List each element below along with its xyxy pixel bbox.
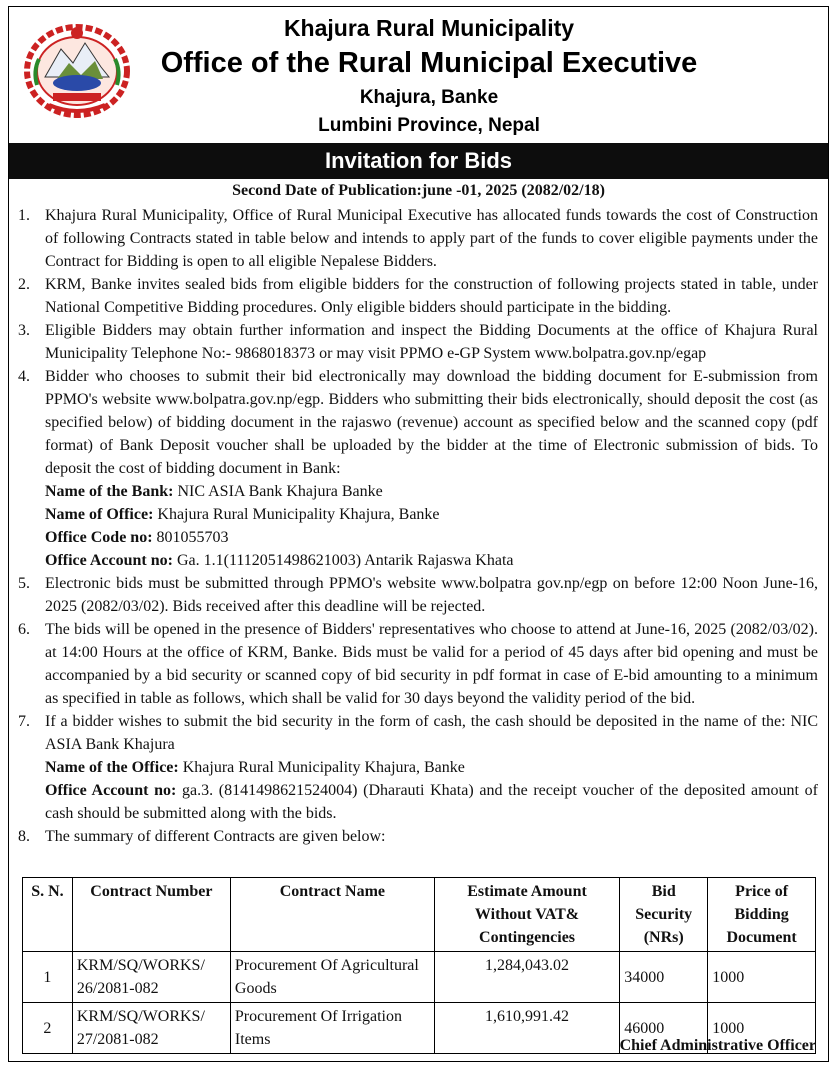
item-number: 2. — [18, 276, 30, 293]
notice-item-5 — [9, 572, 828, 618]
header-estimate-amount: Estimate Amount Without VAT& Contingencies — [434, 878, 619, 952]
notice-item-4 — [9, 365, 828, 572]
detail-value: Ga. 1.1(1112051498621003) Antarik Rajaswa Khata — [172, 552, 514, 569]
notice-title-banner: Invitation for Bids — [9, 143, 828, 179]
cell-estimate-amount: 1,610,991.42 — [434, 1003, 619, 1054]
item-number: 7. — [18, 713, 30, 730]
cell-sn: 1 — [23, 952, 73, 1003]
bank-name-row — [45, 480, 818, 503]
cell-sn: 2 — [23, 1003, 73, 1054]
item-text: Electronic bids must be submitted through PPMO's website www.bolpatra gov.np/egp on before 12:00 Noon June-16, 2025 (2082/03/02). Bids received after this deadline will be rejected. — [45, 575, 818, 615]
office-name-row — [45, 503, 818, 526]
detail-label: Office Account no: — [45, 782, 177, 799]
cell-contract-number: KRM/SQ/WORKS/ 26/2081-082 — [72, 952, 230, 1003]
detail-value: Khajura Rural Municipality Khajura, Banke — [153, 506, 440, 523]
cell-estimate-amount: 1,284,043.02 — [434, 952, 619, 1003]
notice-item-3 — [9, 319, 828, 365]
notice-items — [9, 204, 828, 848]
table-row — [23, 952, 816, 1003]
item-text: Khajura Rural Municipality, Office of Rural Municipal Executive has allocated funds towards the cost of Construction of following Contracts stated in table below and intends to apply part of the funds to cover eligible payments under the Contract for Bidding is open to all eligible Nepalese Bidders. — [45, 207, 818, 270]
location-line: Khajura, Banke — [359, 87, 499, 108]
notice-item-2 — [9, 273, 828, 319]
notice-page — [8, 6, 829, 1062]
detail-label: Name of the Bank: — [45, 483, 174, 500]
item-number: 1. — [18, 207, 30, 224]
notice-item-7 — [9, 710, 828, 825]
nepal-emblem-logo — [23, 19, 131, 119]
cell-contract-name: Procurement Of Irrigation Items — [230, 1003, 434, 1054]
publication-date: Second Date of Publication:june -01, 2025 (2082/02/18) — [232, 182, 605, 199]
item-text: The summary of different Contracts are given below: — [45, 828, 386, 845]
detail-value: 801055703 — [152, 529, 229, 546]
detail-label: Office Code no: — [45, 529, 153, 546]
header-bid-security: Bid Security (NRs) — [620, 878, 708, 952]
notice-item-6 — [9, 618, 828, 710]
header-contract-number: Contract Number — [72, 878, 230, 952]
detail-value: ga.3. (8141498621524004) (Dharauti Khata) and the receipt voucher of the deposited amount of cash should be submitted along with the bids. — [45, 782, 818, 822]
item-number: 8. — [18, 828, 30, 845]
detail-label: Office Account no: — [45, 552, 173, 569]
notice-item-1 — [9, 204, 828, 273]
detail-value: NIC ASIA Bank Khajura Banke — [173, 483, 383, 500]
province-line: Lumbini Province, Nepal — [318, 115, 540, 136]
item-text: If a bidder wishes to submit the bid security in the form of cash, the cash should be deposited in the name of the: NIC ASIA Bank Khajura — [45, 713, 818, 753]
header-contract-name: Contract Name — [230, 878, 434, 952]
detail-label: Name of Office: — [45, 506, 154, 523]
office-account-row — [45, 779, 818, 825]
notice-item-8 — [9, 825, 828, 848]
contracts-table — [22, 877, 816, 1054]
cell-contract-number: KRM/SQ/WORKS/ 27/2081-082 — [72, 1003, 230, 1054]
office-name: Office of the Rural Municipal Executive — [160, 47, 698, 79]
cell-contract-name: Procurement Of Agricultural Goods — [230, 952, 434, 1003]
cell-document-price: 1000 — [708, 952, 816, 1003]
item-text: Eligible Bidders may obtain further information and inspect the Bidding Documents at the office of Khajura Rural Municipality Telephone No:- 9868018373 or may visit PPMO e-GP System www.bolpatra.gov.np/egap — [45, 322, 818, 362]
office-account-row — [45, 549, 818, 572]
item-number: 6. — [18, 621, 30, 638]
detail-value: Khajura Rural Municipality Khajura, Banke — [178, 759, 465, 776]
cell-bid-security: 34000 — [620, 952, 708, 1003]
item-number: 4. — [18, 368, 30, 385]
item-text: Bidder who chooses to submit their bid electronically may download the bidding document for E-submission from PPMO's website www.bolpatra.gov.np/egp. Bidders who submitting their bids electronically, should deposit the cost (as specified below) of bidding document in the rajaswo (revenue) account as specified below and the scanned copy (pdf format) of Bank Deposit voucher shall be uploaded by the bidder at the time of Electronic submission of bids. To deposit the cost of bidding document in Bank: — [45, 368, 818, 477]
municipality-name: Khajura Rural Municipality — [283, 15, 575, 41]
cell-document-price: 1000 — [708, 1003, 816, 1054]
header-sn: S. N. — [23, 878, 73, 952]
office-name-row — [45, 756, 818, 779]
item-number: 3. — [18, 322, 30, 339]
detail-label: Name of the Office: — [45, 759, 179, 776]
item-number: 5. — [18, 575, 30, 592]
header-document-price: Price of Bidding Document — [708, 878, 816, 952]
item-text: The bids will be opened in the presence of Bidders' representatives who choose to attend at June-16, 2025 (2082/03/02). at 14:00 Hours at the office of KRM, Banke. Bids must be valid for a period of 45 days after bid opening and must be accompanied by a bid security or scanned copy of bid security in pdf format in case of E-bid amounting to a minimum as specified in table as follows, which shall be valid for 30 days beyond the validity period of the bid. — [45, 621, 818, 707]
table-header-row — [23, 878, 816, 952]
signature-title: Chief Administrative Officer — [619, 1037, 816, 1054]
item-text: KRM, Banke invites sealed bids from eligible bidders for the construction of following projects stated in table, under National Competitive Bidding procedures. Only eligible bidders should participate in the bidding. — [45, 276, 818, 316]
office-code-row — [45, 526, 818, 549]
cell-bid-security: 46000 — [620, 1003, 708, 1054]
